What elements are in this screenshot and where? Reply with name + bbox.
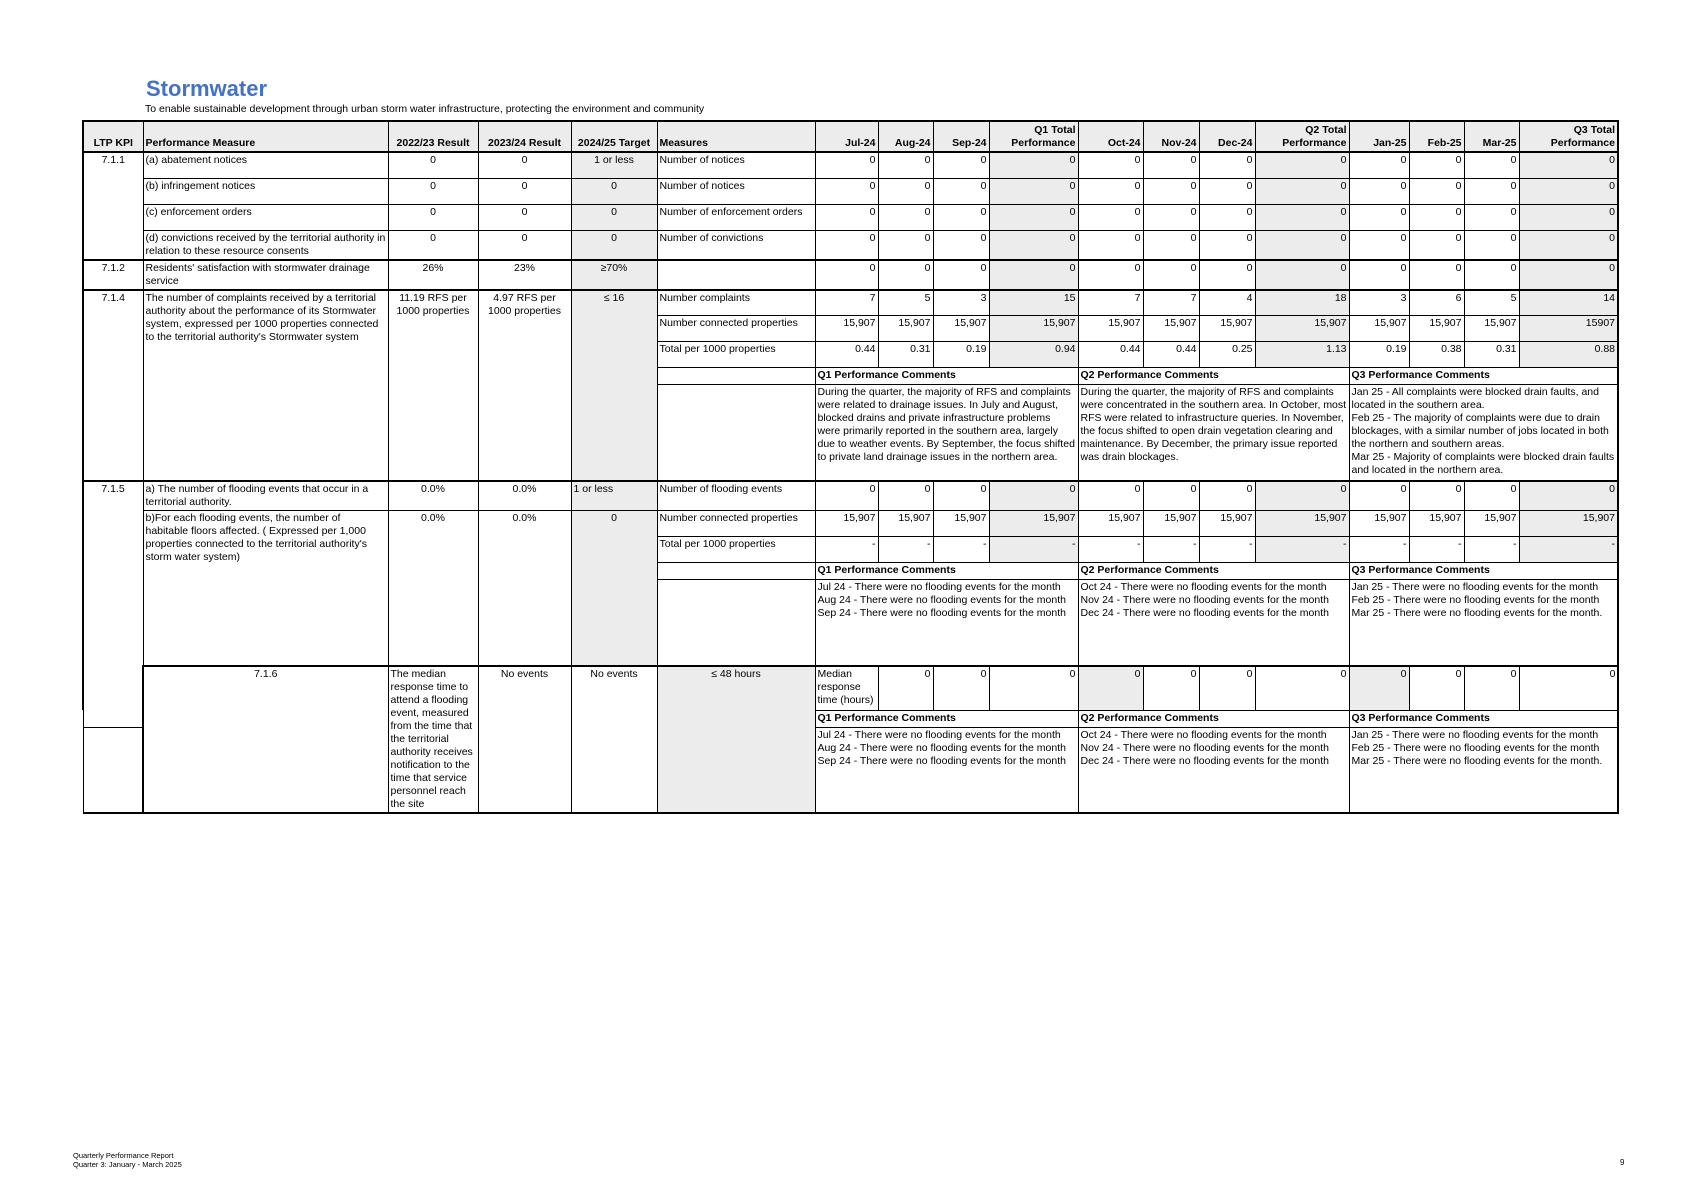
measures-empty-cell (657, 579, 815, 666)
month-value-cell: 0 (1349, 152, 1409, 178)
performance-measure: b)For each flooding events, the number of habitable floors affected. ( Expressed per 1,000 properties connected to the territorial authority's storm water system) (143, 510, 388, 666)
month-value-cell: 0 (1255, 666, 1349, 710)
month-value-cell: 0 (1199, 481, 1255, 511)
month-value-cell: 0 (1464, 178, 1519, 204)
quarter-total-cell: 0 (989, 230, 1078, 260)
month-value-cell: 0 (1143, 204, 1199, 230)
month-value-cell: 3 (1349, 290, 1409, 316)
result-2022-23: No events (478, 666, 571, 813)
month-value-cell: 0 (815, 204, 878, 230)
comment-line: Feb 25 - There were no flooding events for the month (1351, 593, 1600, 606)
result-2022-23: 0 (388, 204, 478, 230)
month-value-cell: 0 (933, 178, 989, 204)
month-value-cell: 0 (1199, 178, 1255, 204)
q3-comments-header: Q3 Performance Comments (1349, 368, 1618, 385)
measure-label: Number connected properties (657, 316, 815, 342)
month-value-cell: 0 (1143, 178, 1199, 204)
month-value-cell: 0 (1349, 260, 1409, 290)
q1-comments-header: Q1 Performance Comments (815, 562, 1078, 579)
header-row (83, 121, 1618, 152)
performance-measure: Residents' satisfaction with stormwater drainage service (143, 260, 388, 290)
measure-label (657, 260, 815, 290)
quarter-total-cell: 0 (1519, 230, 1618, 260)
q2-comments-header: Q2 Performance Comments (1078, 368, 1349, 385)
col-performance-measure: Performance Measure (143, 121, 388, 152)
comment-line: Mar 25 - Majority of complaints were blocked drain faults and located in the northern area. (1351, 451, 1615, 476)
month-value-cell: 0 (1409, 152, 1464, 178)
col-q3-total: Q3 Total Performance (1519, 121, 1618, 152)
month-value-cell: 7 (815, 290, 878, 316)
col-jan: Jan-25 (1349, 121, 1409, 152)
month-value-cell: 7 (1078, 290, 1143, 316)
result-2022-23: 0 (388, 230, 478, 260)
month-value-cell: 0 (878, 230, 933, 260)
month-value-cell: 0 (815, 178, 878, 204)
month-value-cell: - (1199, 536, 1255, 562)
table-row (83, 290, 1618, 316)
target-2024-25: 0 (571, 178, 657, 204)
target-2024-25: ≤ 48 hours (657, 666, 815, 813)
month-value-cell: 0 (1078, 481, 1143, 511)
kpi-code: 7.1.5 (83, 481, 143, 711)
quarter-total-cell: 15,907 (1255, 510, 1349, 536)
month-value-cell: 0.44 (815, 342, 878, 368)
quarter-total-cell: 0 (989, 152, 1078, 178)
month-value-cell: 0 (1464, 666, 1519, 710)
footer-report-name (73, 1151, 182, 1169)
month-value-cell: 0 (878, 666, 933, 710)
quarter-total-cell: 0 (1519, 204, 1618, 230)
performance-measure: (d) convictions received by the territorial authority in relation to these resource consents (143, 230, 388, 260)
col-aug: Aug-24 (878, 121, 933, 152)
col-mar: Mar-25 (1464, 121, 1519, 152)
month-value-cell: 15,907 (1349, 510, 1409, 536)
quarter-total-cell: 0 (1519, 260, 1618, 290)
result-2023-24: 0.0% (478, 510, 571, 666)
month-value-cell: 0 (1349, 481, 1409, 511)
measure-label: Number of notices (657, 178, 815, 204)
page-number: 9 (1620, 1158, 1625, 1167)
comment-line: Feb 25 - There were no flooding events for the month (1351, 742, 1600, 755)
month-value-cell: 0 (1349, 178, 1409, 204)
measure-label: Total per 1000 properties (657, 536, 815, 562)
q2-comments-text (1078, 728, 1349, 813)
month-value-cell: 0 (1143, 481, 1199, 511)
month-value-cell: 0 (1464, 204, 1519, 230)
col-2023-24: 2023/24 Result (478, 121, 571, 152)
target-2024-25: ≥70% (571, 260, 657, 290)
comment-line: Jan 25 - All complaints were blocked drain faults, and located in the southern area. (1351, 386, 1599, 411)
month-value-cell: 0 (1143, 260, 1199, 290)
col-feb: Feb-25 (1409, 121, 1464, 152)
comment-line: Aug 24 - There were no flooding events for the month (817, 593, 1066, 606)
quarter-total-cell: 0.94 (989, 342, 1078, 368)
month-value-cell: 0 (1409, 204, 1464, 230)
table-row (83, 152, 1618, 178)
quarter-total-cell: 0 (1255, 152, 1349, 178)
kpi-code: 7.1.6 (143, 666, 388, 813)
month-value-cell: 5 (878, 290, 933, 316)
table-row (83, 204, 1618, 230)
result-2023-24: 0.0% (478, 481, 571, 511)
comment-line: Sep 24 - There were no flooding events for the month (817, 606, 1066, 619)
comment-line: Sep 24 - There were no flooding events for the month (817, 755, 1066, 768)
table-row (83, 481, 1618, 511)
target-2024-25: 0 (571, 510, 657, 666)
result-2022-23: 0.0% (388, 481, 478, 511)
month-value-cell: 0 (878, 481, 933, 511)
col-oct: Oct-24 (1078, 121, 1143, 152)
target-2024-25: 0 (571, 204, 657, 230)
col-2022-23: 2022/23 Result (388, 121, 478, 152)
quarter-total-cell: 0 (1519, 481, 1618, 511)
month-value-cell: 15,907 (1409, 510, 1464, 536)
col-jul: Jul-24 (815, 121, 878, 152)
month-value-cell: 0 (1409, 666, 1464, 710)
month-value-cell: 15,907 (933, 510, 989, 536)
result-2022-23: 26% (388, 260, 478, 290)
quarter-total-cell: 0 (1519, 178, 1618, 204)
month-value-cell: 15,907 (933, 316, 989, 342)
q2-comments-text (1078, 579, 1349, 666)
measures-empty-cell (657, 385, 815, 481)
month-value-cell: 0 (815, 481, 878, 511)
result-2022-23: 0 (388, 152, 478, 178)
comment-line: Feb 25 - The majority of complaints were due to drain blockages, with a similar number of jobs located in both the northern and southern areas. (1351, 412, 1609, 450)
quarter-total-cell: 0 (1519, 152, 1618, 178)
page-subtitle: To enable sustainable development through urban storm water infrastructure, protecting the environment and community (145, 103, 705, 115)
month-value-cell: 15,907 (878, 316, 933, 342)
month-value-cell: 0 (1519, 666, 1618, 710)
target-2024-25: ≤ 16 (571, 290, 657, 481)
q3-comments-header: Q3 Performance Comments (1349, 562, 1618, 579)
month-value-cell: 0 (1409, 260, 1464, 290)
result-2023-24: 0 (478, 152, 571, 178)
kpi-code: 7.1.2 (83, 260, 143, 290)
month-value-cell: 15,907 (1078, 316, 1143, 342)
measure-label: Number of enforcement orders (657, 204, 815, 230)
result-2023-24: 0 (478, 230, 571, 260)
performance-measure: The median response time to attend a flooding event, measured from the time that the territorial authority receives notification to the time that service personnel reach the site (388, 666, 478, 813)
measures-empty-cell (657, 368, 815, 385)
month-value-cell: 7 (1143, 290, 1199, 316)
kpi-code: 7.1.4 (83, 290, 143, 481)
month-value-cell: 0 (1409, 230, 1464, 260)
month-value-cell: - (933, 536, 989, 562)
quarter-total-cell: 15,907 (1255, 316, 1349, 342)
month-value-cell: 15,907 (1143, 316, 1199, 342)
performance-measure: The number of complaints received by a territorial authority about the performance of its Stormwater system, expressed per 1000 properties connected to the territorial authority's Stormwater system (143, 290, 388, 481)
performance-measure: (c) enforcement orders (143, 204, 388, 230)
col-sep: Sep-24 (933, 121, 989, 152)
month-value-cell: 0 (1409, 178, 1464, 204)
quarter-total-cell: 18 (1255, 290, 1349, 316)
comment-line: Dec 24 - There were no flooding events for the month (1080, 606, 1329, 619)
q1-comments-header: Q1 Performance Comments (815, 710, 1078, 728)
month-value-cell: 15,907 (1143, 510, 1199, 536)
month-value-cell: 4 (1199, 290, 1255, 316)
result-2023-24: 0 (478, 178, 571, 204)
quarter-total-cell: 15907 (1519, 316, 1618, 342)
q2-comments-header: Q2 Performance Comments (1078, 710, 1349, 728)
month-value-cell: 0 (933, 666, 989, 710)
month-value-cell: 0 (1349, 204, 1409, 230)
q2-comments-text: During the quarter, the majority of RFS and complaints were concentrated in the southern area. In October, most RFS were related to infrastructure queries. In November, the focus shifted to open drain vegetation clearing and maintenance. By December, the primary issue reported was drain blockages. (1078, 385, 1349, 481)
col-q2-total: Q2 Total Performance (1255, 121, 1349, 152)
quarter-total-cell: 15,907 (1519, 510, 1618, 536)
month-value-cell: 0 (1143, 230, 1199, 260)
month-value-cell: - (1409, 536, 1464, 562)
month-value-cell: 0 (878, 152, 933, 178)
month-value-cell: 0.44 (1143, 342, 1199, 368)
quarter-total-cell: 0.88 (1519, 342, 1618, 368)
month-value-cell: 0 (1078, 152, 1143, 178)
comment-line: Oct 24 - There were no flooding events for the month (1080, 729, 1327, 742)
result-2022-23: 0.0% (388, 510, 478, 666)
quarter-total-cell: 0 (1255, 481, 1349, 511)
result-2023-24: 4.97 RFS per 1000 properties (478, 290, 571, 481)
month-value-cell: 0 (1464, 152, 1519, 178)
month-value-cell: 15,907 (1349, 316, 1409, 342)
month-value-cell: - (1464, 536, 1519, 562)
month-value-cell: 5 (1464, 290, 1519, 316)
comment-line: Nov 24 - There were no flooding events for the month (1080, 593, 1329, 606)
month-value-cell: 0 (1199, 230, 1255, 260)
month-value-cell: 0.31 (878, 342, 933, 368)
table-row (83, 178, 1618, 204)
measures-empty-cell (83, 710, 143, 728)
measure-label: Number of flooding events (657, 481, 815, 511)
col-target: 2024/25 Target (571, 121, 657, 152)
month-value-cell: 0 (815, 152, 878, 178)
target-2024-25: 1 or less (571, 152, 657, 178)
month-value-cell: - (878, 536, 933, 562)
q1-comments-header: Q1 Performance Comments (815, 368, 1078, 385)
month-value-cell: 0 (1464, 260, 1519, 290)
month-value-cell: 0 (1409, 481, 1464, 511)
q2-comments-header: Q2 Performance Comments (1078, 562, 1349, 579)
quarter-total-cell: - (1255, 536, 1349, 562)
q3-comments-text (1349, 385, 1618, 481)
q1-comments-text (815, 579, 1078, 666)
month-value-cell: 0 (1349, 230, 1409, 260)
quarter-total-cell: - (989, 536, 1078, 562)
month-value-cell: 0 (1464, 230, 1519, 260)
month-value-cell: 0.44 (1078, 342, 1143, 368)
month-value-cell: 0 (878, 204, 933, 230)
month-value-cell: 15,907 (1464, 316, 1519, 342)
result-2023-24: 23% (478, 260, 571, 290)
performance-measure: (b) infringement notices (143, 178, 388, 204)
month-value-cell: 15,907 (1199, 316, 1255, 342)
comment-line: Nov 24 - There were no flooding events for the month (1080, 742, 1329, 755)
month-value-cell: 15,907 (878, 510, 933, 536)
month-value-cell: 0 (1078, 260, 1143, 290)
month-value-cell: 0 (815, 260, 878, 290)
month-value-cell: 0 (1464, 481, 1519, 511)
month-value-cell: 0 (815, 230, 878, 260)
month-value-cell: 0 (1078, 178, 1143, 204)
page-title: Stormwater (146, 76, 268, 101)
q1-comments-text (815, 728, 1078, 813)
result-2023-24: 0 (478, 204, 571, 230)
month-value-cell: 0 (1078, 230, 1143, 260)
comment-line: Mar 25 - There were no flooding events for the month. (1351, 755, 1603, 768)
month-value-cell: 0 (933, 260, 989, 290)
table-row (83, 666, 1618, 710)
month-value-cell: 0 (1143, 666, 1199, 710)
month-value-cell: 0 (878, 178, 933, 204)
target-2024-25: 0 (571, 230, 657, 260)
measure-label: Total per 1000 properties (657, 342, 815, 368)
q1-comments-text: During the quarter, the majority of RFS and complaints were related to drainage issues. In July and August, blocked drains and private infrastructure problems were primarily reported in the southern area, largely due to weather events. By September, the focus shifted to private land drainage issues in the northern area. (815, 385, 1078, 481)
comment-line: Jul 24 - There were no flooding events for the month (817, 580, 1061, 593)
q3-comments-text (1349, 728, 1618, 813)
month-value-cell: 15,907 (815, 510, 878, 536)
col-dec: Dec-24 (1199, 121, 1255, 152)
month-value-cell: 3 (933, 290, 989, 316)
month-value-cell: 0 (1199, 204, 1255, 230)
month-value-cell: - (1349, 536, 1409, 562)
quarter-total-cell: 1.13 (1255, 342, 1349, 368)
comment-line: Aug 24 - There were no flooding events for the month (817, 742, 1066, 755)
comment-line: Dec 24 - There were no flooding events for the month (1080, 755, 1329, 768)
month-value-cell: 0 (1199, 152, 1255, 178)
month-value-cell: 15,907 (1464, 510, 1519, 536)
month-value-cell: 0.19 (1349, 342, 1409, 368)
quarter-total-cell: 14 (1519, 290, 1618, 316)
month-value-cell: 15,907 (1078, 510, 1143, 536)
measure-label: Number connected properties (657, 510, 815, 536)
month-value-cell: - (1078, 536, 1143, 562)
quarter-total-cell: 0 (1078, 666, 1143, 710)
result-2022-23: 0 (388, 178, 478, 204)
month-value-cell: 0 (1078, 204, 1143, 230)
table-row (83, 260, 1618, 290)
col-measures: Measures (657, 121, 815, 152)
month-value-cell: 0 (933, 230, 989, 260)
col-nov: Nov-24 (1143, 121, 1199, 152)
kpi-table (82, 120, 1619, 814)
table-row (83, 510, 1618, 536)
month-value-cell: 0.38 (1409, 342, 1464, 368)
month-value-cell: 0 (1199, 666, 1255, 710)
q3-comments-text (1349, 579, 1618, 666)
measure-label: Number of notices (657, 152, 815, 178)
quarter-total-cell: 0 (989, 204, 1078, 230)
quarter-total-cell: 0 (989, 178, 1078, 204)
measure-label: Number of convictions (657, 230, 815, 260)
quarter-total-cell: 0 (1255, 204, 1349, 230)
month-value-cell: 0.31 (1464, 342, 1519, 368)
quarter-total-cell: 0 (989, 481, 1078, 511)
month-value-cell: 0 (878, 260, 933, 290)
comment-line: Oct 24 - There were no flooding events for the month (1080, 580, 1327, 593)
comment-line: Jul 24 - There were no flooding events for the month (817, 729, 1061, 742)
quarter-total-cell: 0 (1255, 260, 1349, 290)
kpi-code: 7.1.1 (83, 152, 143, 260)
month-value-cell: 0 (1143, 152, 1199, 178)
month-value-cell: 0 (1199, 260, 1255, 290)
month-value-cell: - (1143, 536, 1199, 562)
month-value-cell: 0.19 (933, 342, 989, 368)
col-q1-total: Q1 Total Performance (989, 121, 1078, 152)
month-value-cell: 0 (933, 204, 989, 230)
performance-measure: a) The number of flooding events that occur in a territorial authority. (143, 481, 388, 511)
quarter-total-cell: 0 (1349, 666, 1409, 710)
target-2024-25: 1 or less (571, 481, 657, 511)
footer-line-2: Quarter 3: January - March 2025 (73, 1160, 182, 1169)
comment-line: Jan 25 - There were no flooding events for the month (1351, 580, 1599, 593)
month-value-cell: 15,907 (1199, 510, 1255, 536)
measures-empty-cell (657, 562, 815, 579)
month-value-cell: 6 (1409, 290, 1464, 316)
performance-measure: (a) abatement notices (143, 152, 388, 178)
quarter-total-cell: - (1519, 536, 1618, 562)
month-value-cell: 15,907 (815, 316, 878, 342)
month-value-cell: 15,907 (1409, 316, 1464, 342)
measures-empty-cell (83, 728, 143, 813)
quarter-total-cell: 0 (989, 260, 1078, 290)
comment-line: Mar 25 - There were no flooding events for the month. (1351, 606, 1603, 619)
month-value-cell: 0 (989, 666, 1078, 710)
month-value-cell: - (815, 536, 878, 562)
result-2022-23: 11.19 RFS per 1000 properties (388, 290, 478, 481)
measure-label: Median response time (hours) (815, 666, 878, 710)
measure-label: Number complaints (657, 290, 815, 316)
result-2023-24: No events (571, 666, 657, 813)
quarter-total-cell: 15 (989, 290, 1078, 316)
footer-line-1: Quarterly Performance Report (73, 1151, 174, 1160)
comment-line: Jan 25 - There were no flooding events for the month (1351, 729, 1599, 742)
quarter-total-cell: 0 (1255, 178, 1349, 204)
quarter-total-cell: 0 (1255, 230, 1349, 260)
quarter-total-cell: 15,907 (989, 316, 1078, 342)
q3-comments-header: Q3 Performance Comments (1349, 710, 1618, 728)
table-row (83, 230, 1618, 260)
quarter-total-cell: 15,907 (989, 510, 1078, 536)
month-value-cell: 0 (933, 152, 989, 178)
col-ltp-kpi: LTP KPI (83, 121, 143, 152)
month-value-cell: 0.25 (1199, 342, 1255, 368)
month-value-cell: 0 (933, 481, 989, 511)
